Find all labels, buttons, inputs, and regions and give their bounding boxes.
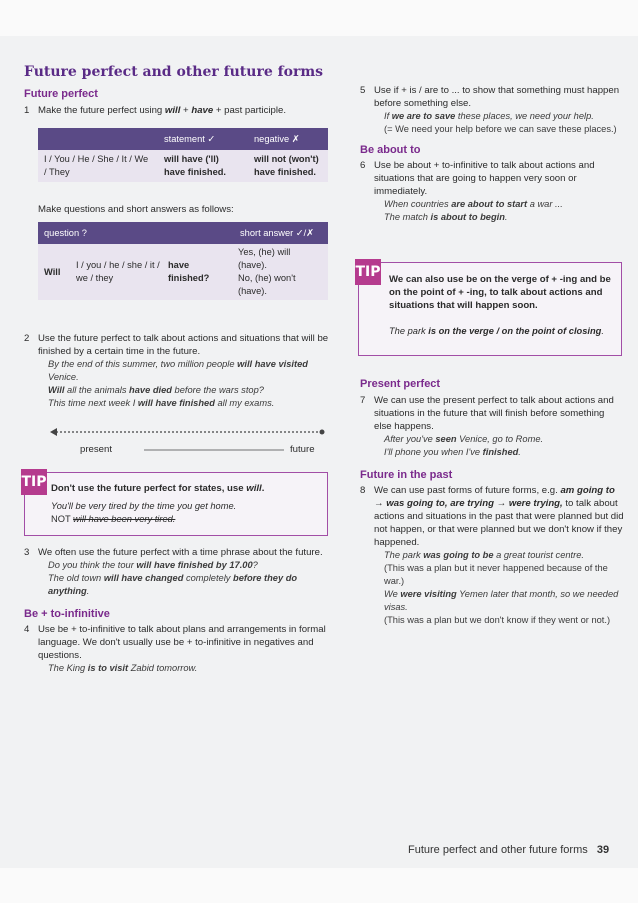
- top-margin: [0, 0, 638, 36]
- timeline-future-label: future: [290, 444, 315, 455]
- bottom-margin: [0, 868, 638, 903]
- examples-8: The park was going to be a great tourist centre. (This was a plan but it never happened because of the war.) We were visiting Yemen later that month, so we needed visas. (This was a plan but we don't know if they went or not.): [384, 550, 619, 625]
- rule-1: 1 Make the future perfect using will + have + past participle.: [24, 105, 286, 116]
- right-column-lower: [360, 378, 624, 627]
- rule-4: 4 Use be + to-infinitive to talk about plans and arrangements in formal language. We don't usually use be + to-infinitive in negatives and questions.: [24, 624, 326, 661]
- examples-2: By the end of this summer, two million people will have visited Venice. Will all the animals have died before the wars stop? This time next week I will have finished all my exams.: [48, 359, 308, 408]
- right-column: [360, 84, 624, 224]
- example-4: The King is to visit Zabid tomorrow.: [48, 663, 198, 673]
- heading-present-perfect: Present perfect: [360, 378, 441, 390]
- examples-7: After you've seen Venice, go to Rome. I'll phone you when I've finished.: [384, 434, 544, 457]
- header-short-answer: short answer ✓/✗: [234, 222, 328, 244]
- have-finished-cell: have finished?: [164, 244, 234, 300]
- tip-example: The park is on the verge / on the point of closing.: [389, 326, 604, 336]
- examples-6: When countries are about to start a war ... The match is about to begin.: [384, 199, 563, 222]
- tip-label: TIP: [355, 259, 381, 285]
- page-footer: [408, 844, 609, 856]
- heading-future-perfect: Future perfect: [24, 88, 98, 100]
- left-column-lower: [24, 546, 330, 675]
- rule-5: 5 Use if + is / are to ... to show that something must happen before something else.: [360, 85, 620, 109]
- header-statement: statement ✓: [158, 128, 248, 150]
- future-perfect-table: [38, 128, 328, 182]
- tip-label: TIP: [21, 469, 47, 495]
- statement-cell: will have ('ll) have finished.: [158, 150, 248, 182]
- page-number: 39: [596, 844, 610, 856]
- footer-title: Future perfect and other future forms: [408, 844, 588, 856]
- tip-text: Don't use the future perfect for states, use will.: [51, 483, 265, 494]
- rule-8: 8 We can use past forms of future forms, e.g. am going to → was going to, are trying → were trying, to talk about actions and situations in the past that were planned but did not happen, or that were planned but we don't know if they happened.: [360, 485, 624, 548]
- short-answer-cell: Yes, (he) will (have). No, (he) won't (have).: [234, 244, 328, 300]
- header-question: question ?: [38, 222, 234, 244]
- tip-box-verge: [355, 262, 622, 356]
- timeline-present-label: present: [80, 444, 112, 455]
- rule-7: 7 We can use the present perfect to talk about actions and situations in the future that will finish before something else happens.: [360, 395, 614, 432]
- make-questions-text: Make questions and short answers as follows:: [38, 204, 234, 215]
- tip-wrong-example: NOT will have been very tired.: [51, 514, 176, 524]
- timeline: [48, 424, 328, 460]
- negative-cell: will not (won't) have finished.: [248, 150, 328, 182]
- rule-3: 3 We often use the future perfect with a time phrase about the future.: [24, 547, 323, 558]
- header-negative: negative ✗: [248, 128, 328, 150]
- section-title: Future perfect and other future forms: [24, 64, 324, 80]
- examples-3: Do you think the tour will have finished by 17.00? The old town will have changed completely before they do anything.: [48, 560, 298, 596]
- heading-future-in-past: Future in the past: [360, 469, 453, 481]
- rule-6: 6 Use be about + to-infinitive to talk about actions and situations that are going to happen very soon or immediately.: [360, 160, 595, 197]
- left-column: [24, 88, 330, 455]
- subject-cell: I / You / He / She / It / We / They: [38, 150, 158, 182]
- heading-be-to: Be + to-infinitive: [24, 608, 110, 620]
- tip-box-states: [21, 472, 328, 536]
- heading-be-about: Be about to: [360, 144, 421, 156]
- textbook-page: [0, 36, 638, 868]
- will-cell: Will: [38, 244, 72, 300]
- questions-table: [38, 222, 328, 300]
- tip-example: You'll be very tired by the time you get home.: [51, 501, 237, 511]
- question-subject-cell: I / you / he / she / it / we / they: [72, 244, 164, 300]
- example-5: If we are to save these places, we need your help. (= We need your help before we can save these places.): [384, 111, 617, 134]
- rule-2: 2 Use the future perfect to talk about actions and situations that will be finished by a certain time in the future.: [24, 333, 329, 357]
- tip-text: We can also use be on the verge of + -ing and be on the point of + -ing, to talk about actions and situations that will happen soon.: [389, 274, 611, 311]
